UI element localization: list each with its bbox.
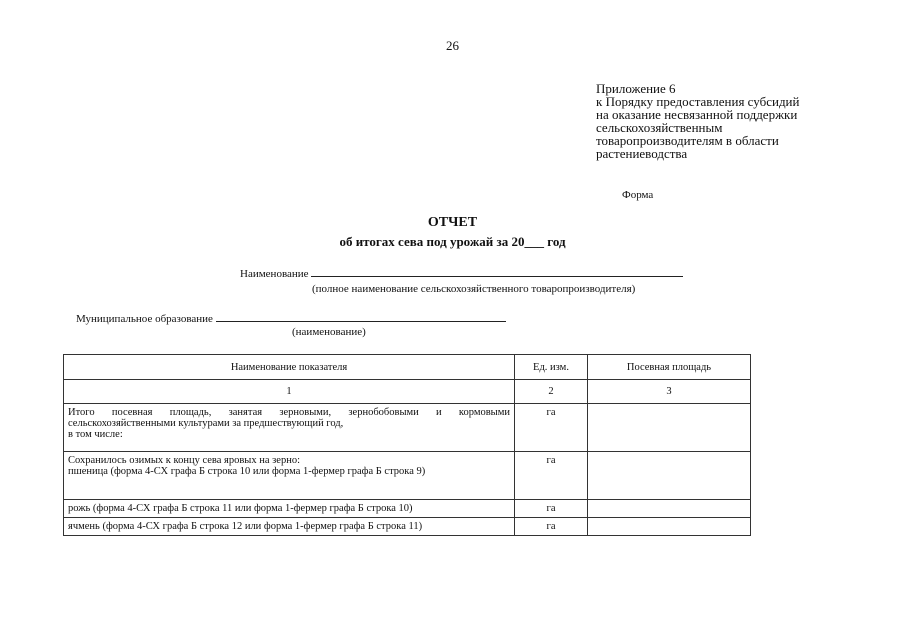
appendix-line: товаропроизводителям в области bbox=[596, 133, 779, 148]
column-number-row bbox=[64, 380, 751, 404]
area-cell[interactable] bbox=[588, 500, 751, 518]
table-row bbox=[64, 500, 751, 518]
area-cell[interactable] bbox=[588, 452, 751, 500]
column-number: 3 bbox=[588, 380, 751, 404]
indicator-cell bbox=[64, 404, 515, 452]
page-number: 26 bbox=[446, 38, 459, 53]
header-area: Посевная площадь bbox=[588, 355, 751, 380]
name-field-hint: (полное наименование сельскохозяйственного товаропроизводителя) bbox=[312, 283, 636, 295]
indicator-cell bbox=[64, 518, 515, 536]
table-row bbox=[64, 404, 751, 452]
table-header-row bbox=[64, 355, 751, 380]
document-subtitle: об итогах сева под урожай за 20___ год bbox=[339, 234, 566, 249]
form-label: Форма bbox=[622, 189, 654, 201]
municipality-field-label: Муниципальное образование bbox=[76, 313, 213, 325]
unit-cell: га bbox=[515, 518, 588, 536]
appendix-line: к Порядку предоставления субсидий bbox=[596, 94, 800, 109]
unit-cell: га bbox=[515, 500, 588, 518]
area-cell[interactable] bbox=[588, 404, 751, 452]
indicator-text: рожь (форма 4-СХ графа Б строка 11 или форма 1-фермер графа Б строка 10) bbox=[68, 503, 413, 514]
name-field-blank[interactable] bbox=[311, 266, 683, 277]
municipality-field bbox=[76, 311, 506, 325]
appendix-line: сельскохозяйственным bbox=[596, 120, 723, 135]
table-row bbox=[64, 452, 751, 500]
header-unit: Ед. изм. bbox=[515, 355, 588, 380]
name-field-label: Наименование bbox=[240, 268, 309, 280]
appendix-line: на оказание несвязанной поддержки bbox=[596, 107, 798, 122]
municipality-field-hint: (наименование) bbox=[292, 326, 366, 338]
document-title: ОТЧЕТ bbox=[427, 215, 478, 230]
appendix-note bbox=[596, 82, 799, 160]
appendix-line: Приложение 6 bbox=[596, 81, 676, 96]
indicator-cell bbox=[64, 452, 515, 500]
indicator-text: пшеница (форма 4-СХ графа Б строка 10 или форма 1-фермер графа Б строка 9) bbox=[68, 466, 426, 477]
report-table bbox=[63, 354, 751, 536]
unit-cell: га bbox=[515, 404, 588, 452]
table-row bbox=[64, 518, 751, 536]
indicator-text: Сохранилось озимых к концу сева яровых на зерно: bbox=[68, 455, 300, 466]
indicator-text: ячмень (форма 4-СХ графа Б строка 12 или форма 1-фермер графа Б строка 11) bbox=[68, 521, 423, 532]
area-cell[interactable] bbox=[588, 518, 751, 536]
indicator-text: Итого посевная площадь, занятая зерновыми, зернобобовыми и кормовыми сельскохозяйственными культурами за предшествующий год, bbox=[68, 407, 510, 429]
unit-cell: га bbox=[515, 452, 588, 500]
name-field bbox=[240, 266, 683, 280]
header-indicator: Наименование показателя bbox=[64, 355, 515, 380]
appendix-line: растениеводства bbox=[596, 146, 688, 161]
municipality-field-blank[interactable] bbox=[216, 311, 506, 322]
indicator-cell bbox=[64, 500, 515, 518]
indicator-text: в том числе: bbox=[68, 429, 123, 440]
column-number: 1 bbox=[64, 380, 515, 404]
column-number: 2 bbox=[515, 380, 588, 404]
